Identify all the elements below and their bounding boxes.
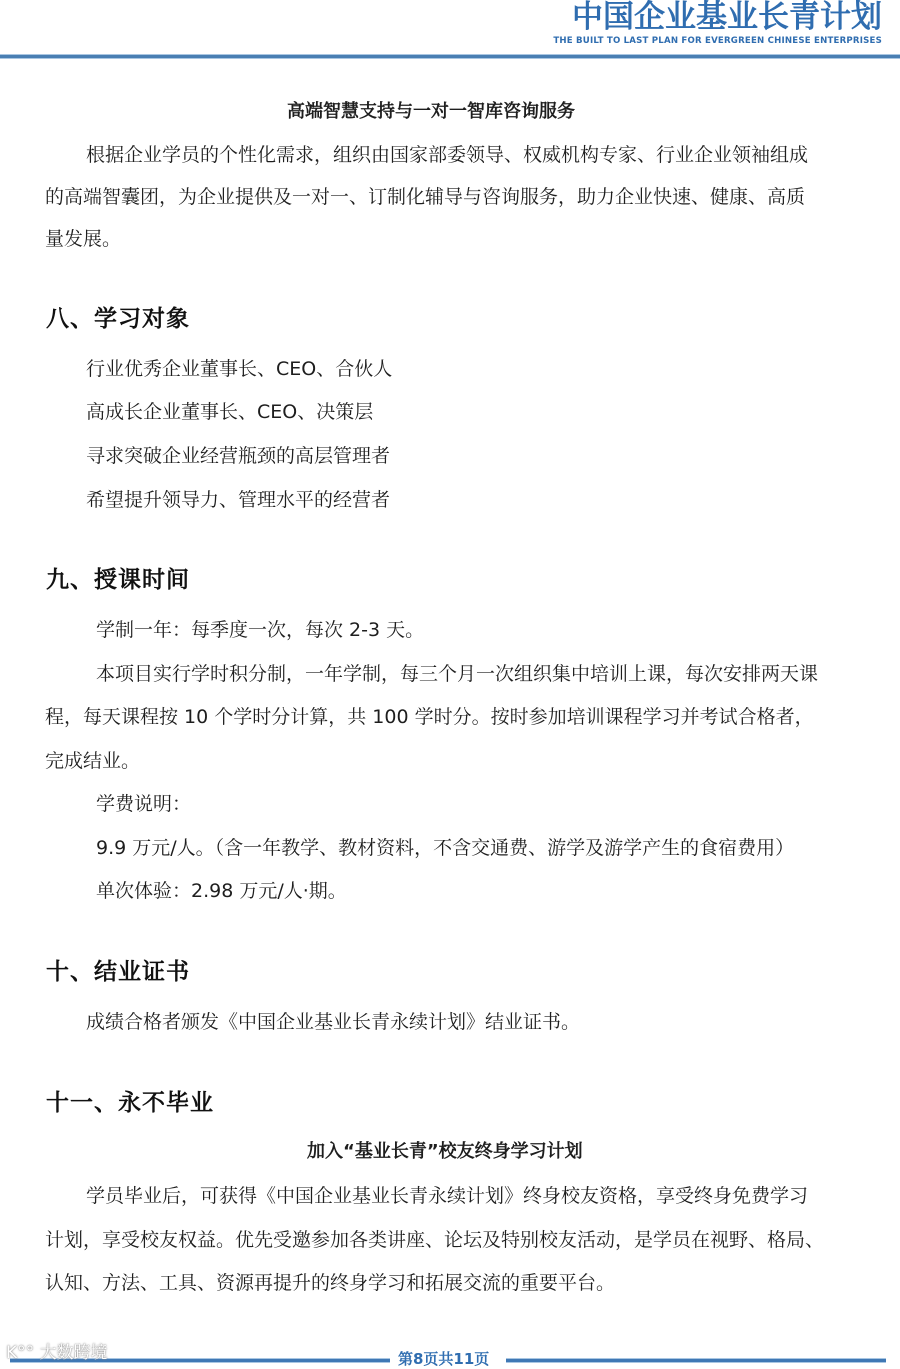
schedule-line: 完成结业。 [45,750,141,772]
schedule-line: 本项目实行学时积分制，一年学制，每三个月一次组织集中培训上课，每次安排两天课 [96,663,819,685]
schedule-line: 程，每天课程按 10 个学时分计算，共 100 学时分。按时参加培训课程学习并考试合格者， [45,706,814,728]
alumni-subtitle: 加入“基业长青”校友终身学习计划 [307,1141,583,1162]
audience-item: 寻求突破企业经营瓶颈的高层管理者 [86,445,391,467]
brand-subtitle: THE BUILT TO LAST PLAN FOR EVERGREEN CHINESE ENTERPRISES [553,36,882,46]
watermark-text: 大数跨境 [39,1343,108,1363]
intro-line: 的高端智囊团，为企业提供及一对一、订制化辅导与咨询服务，助力企业快速、健康、高质 [45,186,806,208]
intro-line: 量发展。 [45,228,122,250]
schedule-line: 学制一年：每季度一次，每次 2-3 天。 [96,619,425,641]
watermark [6,1338,108,1363]
section-heading-schedule: 九、授课时间 [46,567,190,593]
page-number: 第8页共11页 [398,1350,490,1368]
brand-title: 中国企业基业长青计划 [572,0,882,35]
certificate-line: 成绩合格者颁发《中国企业基业长青永续计划》结业证书。 [86,1011,581,1033]
audience-item: 高成长企业董事长、CEO、决策层 [86,401,374,423]
fee-line: 单次体验：2.98 万元/人·期。 [96,880,347,902]
audience-item: 希望提升领导力、管理水平的经营者 [86,489,391,511]
footer-rule-right [506,1358,886,1363]
section-heading-alumni: 十一、永不毕业 [46,1090,214,1116]
alumni-line: 学员毕业后，可获得《中国企业基业长青永续计划》终身校友资格，享受终身免费学习 [86,1185,809,1207]
audience-item: 行业优秀企业董事长、CEO、合伙人 [86,358,393,380]
section-heading-audience: 八、学习对象 [46,306,190,332]
watermark-logo-icon: K°° [6,1343,35,1363]
intro-subtitle: 高端智慧支持与一对一智库咨询服务 [287,101,575,122]
header-divider [0,54,900,59]
alumni-line: 计划，享受校友权益。优先受邀参加各类讲座、论坛及特别校友活动，是学员在视野、格局、 [45,1229,825,1251]
fee-line: 9.9 万元/人。（含一年教学、教材资料，不含交通费、游学及游学产生的食宿费用） [96,837,795,859]
intro-line: 根据企业学员的个性化需求，组织由国家部委领导、权威机构专家、行业企业领袖组成 [86,144,809,166]
section-heading-certificate: 十、结业证书 [46,959,190,985]
fee-label: 学费说明： [96,793,192,815]
page-header [0,0,900,60]
alumni-line: 认知、方法、工具、资源再提升的终身学习和拓展交流的重要平台。 [45,1272,616,1294]
page-footer [0,1336,900,1368]
